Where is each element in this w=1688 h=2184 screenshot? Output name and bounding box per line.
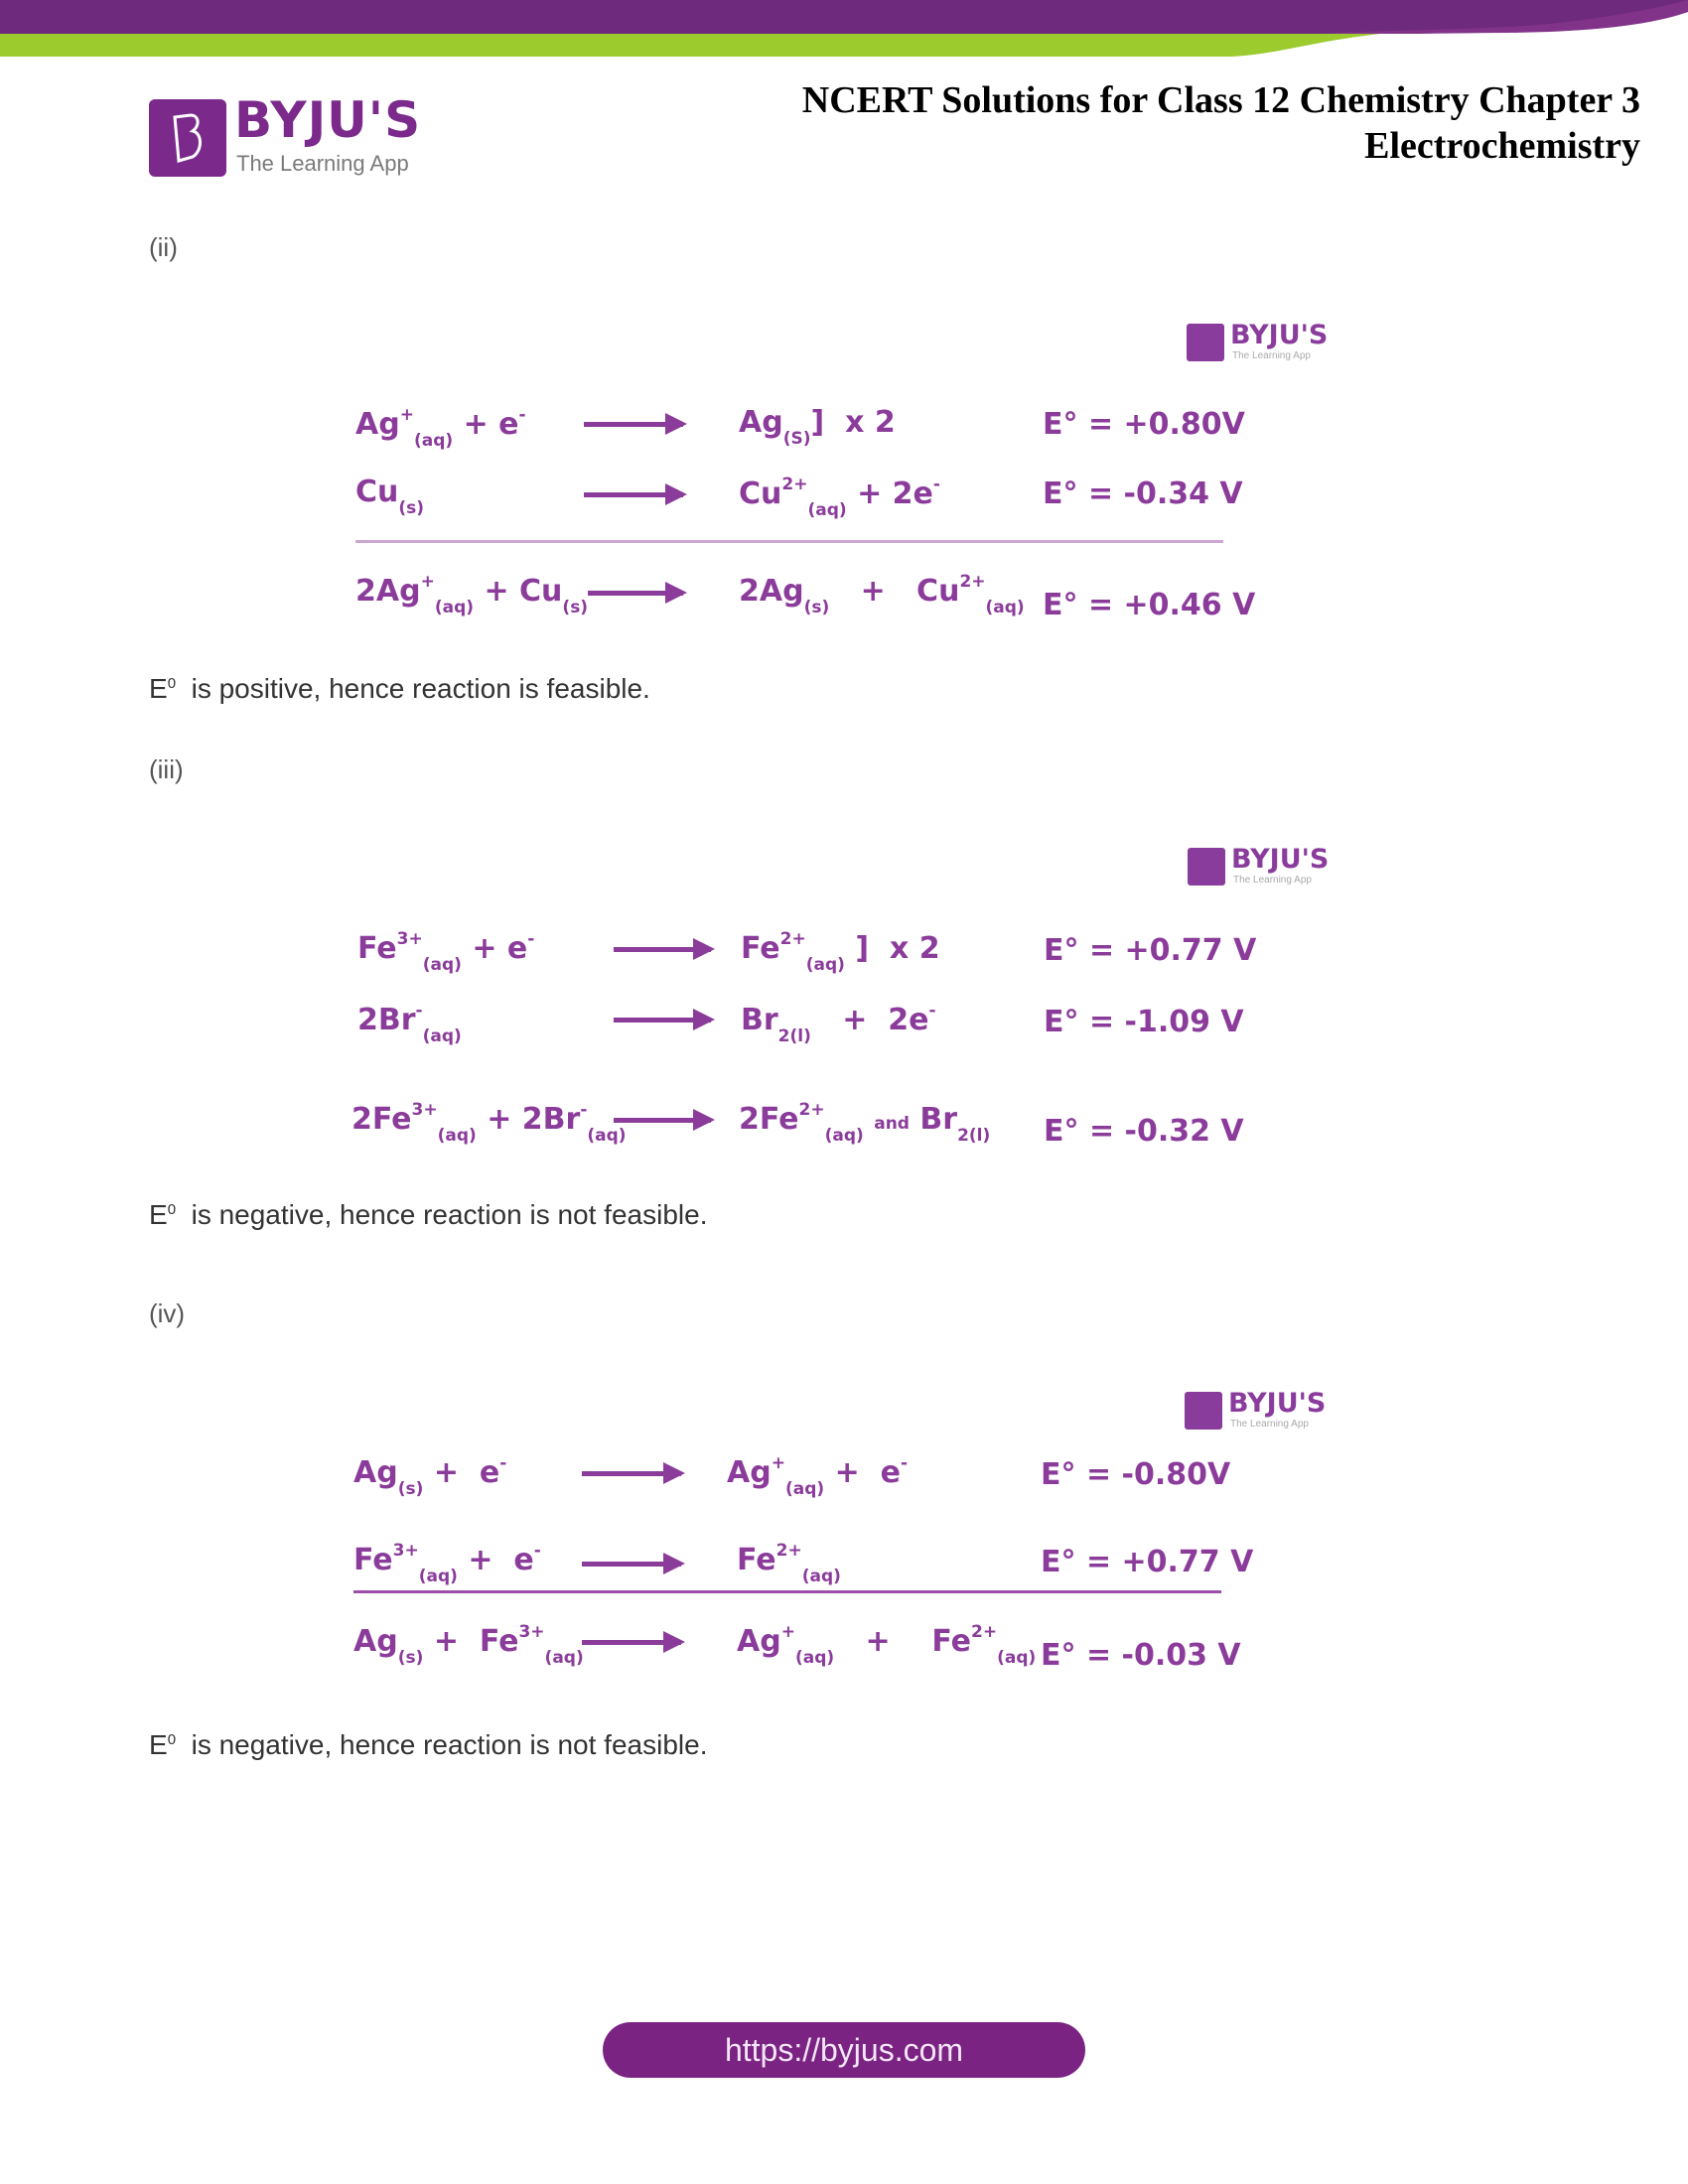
top-banner [0,0,1688,69]
equation-rhs: $Cu^{2+}_{(aq)} + 2e^-$ [739,475,940,520]
page-title [802,77,1640,169]
arrow-icon [584,422,683,427]
byjus-watermark: BYJU'S The Learning App [1185,1388,1334,1433]
byjus-b-logo-icon [149,99,226,177]
byjus-b-logo-icon [1187,324,1224,361]
equation-lhs: $Cu_{(s)}$ [355,475,425,518]
equation-rhs: $Br_{2(l)} + 2e^-$ [741,1001,936,1046]
byjus-b-logo-icon [1188,848,1225,886]
equation-lhs: $Fe^{3+}_{(aq)} + e^-$ [357,929,535,975]
equation-lhs: $2Br^-_{(aq)}$ [357,1001,462,1046]
arrow-icon [614,947,711,952]
equation-lhs: $Ag_{(s)} + e^-$ [353,1453,507,1499]
arrow-icon [582,1562,681,1567]
electrode-potential: E° = -0.03 V [1041,1638,1241,1673]
part-label-iii: (iii) [149,754,184,784]
equation-rhs: $Fe^{2+}_{(aq)}$ ] x 2 [741,929,940,975]
arrow-icon [614,1018,711,1023]
electrode-potential: E° = +0.80V [1043,407,1245,442]
sum-divider [353,1590,1221,1593]
equation-rhs: $Ag^+_{(aq)} + e^-$ [727,1453,909,1499]
arrow-icon [584,492,683,497]
electrode-potential: E° = -1.09 V [1044,1005,1244,1039]
arrow-icon [582,1471,681,1476]
electrode-potential: E° = +0.77 V [1044,933,1257,968]
feasibility-conclusion: $E^0$ is positive, hence reaction is feasible. [149,673,650,704]
page-title-line2: Electrochemistry [1364,125,1640,167]
arrow-icon [582,1640,681,1645]
byjus-watermark: BYJU'S The Learning App [1187,320,1336,365]
page-title-line1: NCERT Solutions for Class 12 Chemistry Chapter 3 [801,79,1640,121]
byjus-watermark: BYJU'S The Learning App [1188,844,1336,889]
equation-lhs: $Ag^+_{(aq)} + e^-$ [355,405,526,451]
electrode-potential: E° = +0.77 V [1041,1545,1254,1579]
equation-rhs: $Ag^+_{(aq)}$ + $Fe^{2+}_{(aq)}$ [737,1622,1037,1668]
byjus-logo [149,91,437,181]
footer-url-link[interactable]: https://byjus.com [603,2022,1085,2078]
arrow-icon [614,1118,711,1123]
equation-rhs: $2Fe^{2+}_{(aq)}$ and $Br_{2(l)}$ [739,1100,991,1146]
sum-divider [355,540,1223,543]
electrode-potential: E° = -0.32 V [1044,1114,1244,1149]
equation-rhs: $Fe^{2+}_{(aq)}$ [737,1541,841,1586]
part-label-ii: (ii) [149,232,178,262]
logo-brand: BYJU'S [234,91,422,149]
equation-rhs: $2Ag_{(s)} + Cu^{2+}_{(aq)}$ [739,572,1025,617]
equation-lhs: $2Ag^+_{(aq)} + Cu_{(s)}$ [355,572,589,617]
part-label-iv: (iv) [149,1298,186,1328]
electrode-potential: E° = +0.46 V [1043,588,1256,622]
byjus-b-logo-icon [1185,1392,1222,1430]
equation-lhs: $Fe^{3+}_{(aq)} + e^-$ [353,1541,541,1586]
electrode-potential: E° = -0.80V [1041,1457,1231,1492]
feasibility-conclusion: $E^0$ is negative, hence reaction is not feasible. [149,1199,708,1230]
logo-tagline: The Learning App [236,151,409,176]
equation-lhs: $2Fe^{3+}_{(aq)} + 2Br^-_{(aq)}$ [352,1100,627,1146]
equation-rhs: $Ag_{(S)}$] x 2 [739,405,896,449]
electrode-potential: E° = -0.34 V [1043,477,1243,511]
arrow-icon [588,591,683,596]
equation-lhs: $Ag_{(s)} + Fe^{3+}_{(aq)}$ [353,1622,584,1668]
feasibility-conclusion: $E^0$ is negative, hence reaction is not feasible. [149,1729,708,1760]
